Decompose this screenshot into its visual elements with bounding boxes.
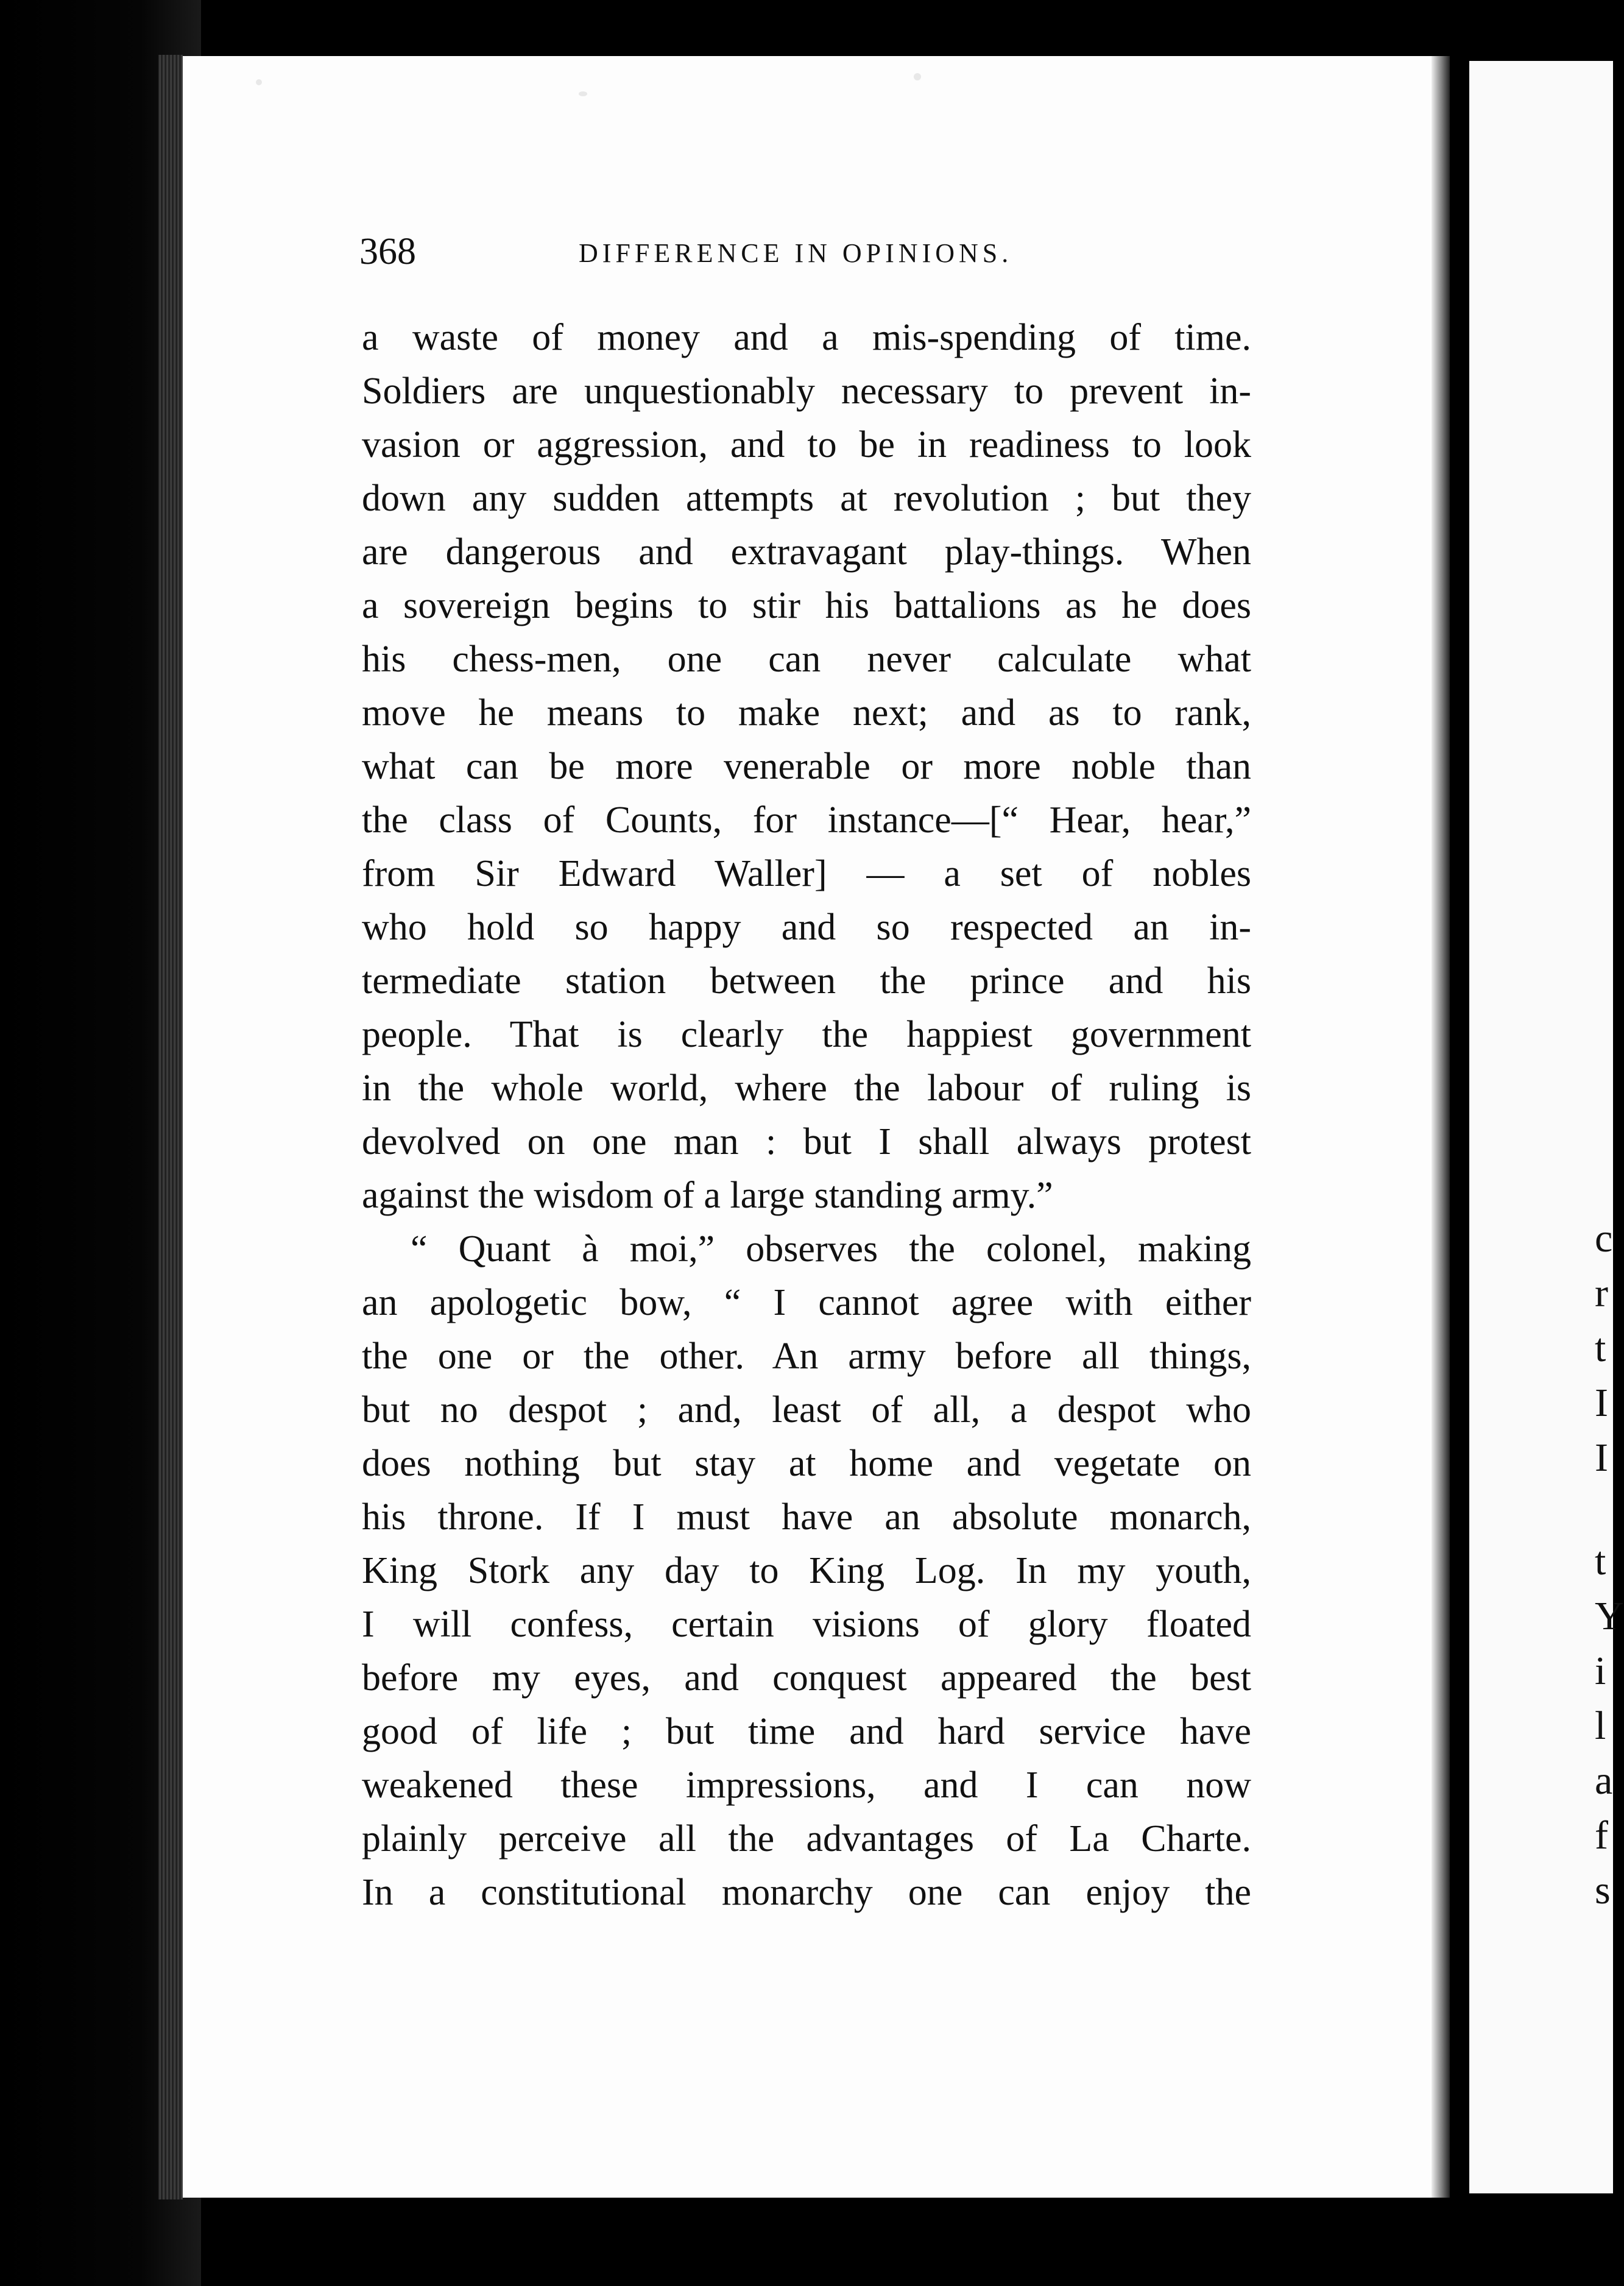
text-line: a sovereign begins to stir his battalions as he does — [362, 585, 1251, 626]
text-line: his chess-men, one can never calculate what — [362, 639, 1251, 680]
text-line: the class of Counts, for instance—[“ Hear, hear,” — [362, 799, 1251, 841]
scan-speck — [914, 73, 921, 80]
text-line: from Sir Edward Waller] — a set of nobles — [362, 853, 1251, 894]
text-line: termediate station between the prince and his — [362, 960, 1251, 1002]
text-line: the one or the other. An army before all things, — [362, 1336, 1251, 1377]
text-line: an apologetic bow, “ I cannot agree with either — [362, 1282, 1251, 1323]
scan-speck — [256, 79, 262, 85]
text-line: who hold so happy and so respected an in- — [362, 907, 1251, 948]
text-line: down any sudden attempts at revolution ; but they — [362, 478, 1251, 519]
facing-page-fragment: t — [1595, 1326, 1606, 1370]
text-line: a waste of money and a mis-spending of time. — [362, 317, 1251, 358]
text-line: King Stork any day to King Log. In my youth, — [362, 1550, 1251, 1591]
text-line: in the whole world, where the labour of ruling is — [362, 1067, 1251, 1109]
facing-page-fragment: l — [1595, 1704, 1606, 1748]
facing-page-fragment: a — [1595, 1758, 1613, 1803]
text-line: does nothing but stay at home and vegetate on — [362, 1443, 1251, 1484]
text-line: In a constitutional monarchy one can enjoy the — [362, 1872, 1251, 1913]
facing-page-fragment: Y — [1595, 1594, 1624, 1638]
text-line: “ Quant à moi,” observes the colonel, making — [411, 1228, 1251, 1270]
facing-page-fragment: t — [1595, 1539, 1606, 1584]
text-line: but no despot ; and, least of all, a despot who — [362, 1389, 1251, 1431]
facing-page-fragment: c — [1595, 1216, 1613, 1261]
page-stack-edge — [158, 55, 183, 2199]
text-line: weakened these impressions, and I can now — [362, 1764, 1251, 1806]
page-header — [359, 230, 1255, 279]
text-line: Soldiers are unquestionably necessary to prevent in- — [362, 370, 1251, 412]
text-line: good of life ; but time and hard service have — [362, 1711, 1251, 1752]
body-text — [362, 311, 1251, 1919]
facing-page-fragment: I — [1595, 1381, 1608, 1425]
facing-page-fragment: r — [1595, 1271, 1608, 1315]
facing-page-fragment: s — [1595, 1868, 1611, 1913]
page-number: 368 — [359, 231, 416, 272]
scan-speck — [579, 91, 587, 96]
text-line: people. That is clearly the happiest government — [362, 1014, 1251, 1055]
text-line: move he means to make next; and as to rank, — [362, 692, 1251, 734]
facing-page-fragment: f — [1595, 1813, 1608, 1858]
text-line: against the wisdom of a large standing army.” — [362, 1175, 1053, 1216]
text-line: devolved on one man : but I shall always protest — [362, 1121, 1251, 1162]
running-head: DIFFERENCE IN OPINIONS. — [579, 238, 1013, 268]
page-gap — [1450, 56, 1469, 2198]
page-gutter — [1432, 56, 1450, 2198]
text-line: what can be more venerable or more noble than — [362, 746, 1251, 787]
text-line: vasion or aggression, and to be in readiness to look — [362, 424, 1251, 465]
text-line: his throne. If I must have an absolute monarch, — [362, 1496, 1251, 1538]
facing-page-fragment: I — [1595, 1435, 1608, 1480]
text-line: plainly perceive all the advantages of La Charte. — [362, 1818, 1251, 1860]
text-line: before my eyes, and conquest appeared the best — [362, 1657, 1251, 1699]
text-line: I will confess, certain visions of glory floated — [362, 1604, 1251, 1645]
text-line: are dangerous and extravagant play-things. When — [362, 531, 1251, 573]
facing-page-fragment: i — [1595, 1649, 1606, 1693]
facing-page — [1469, 61, 1613, 2193]
